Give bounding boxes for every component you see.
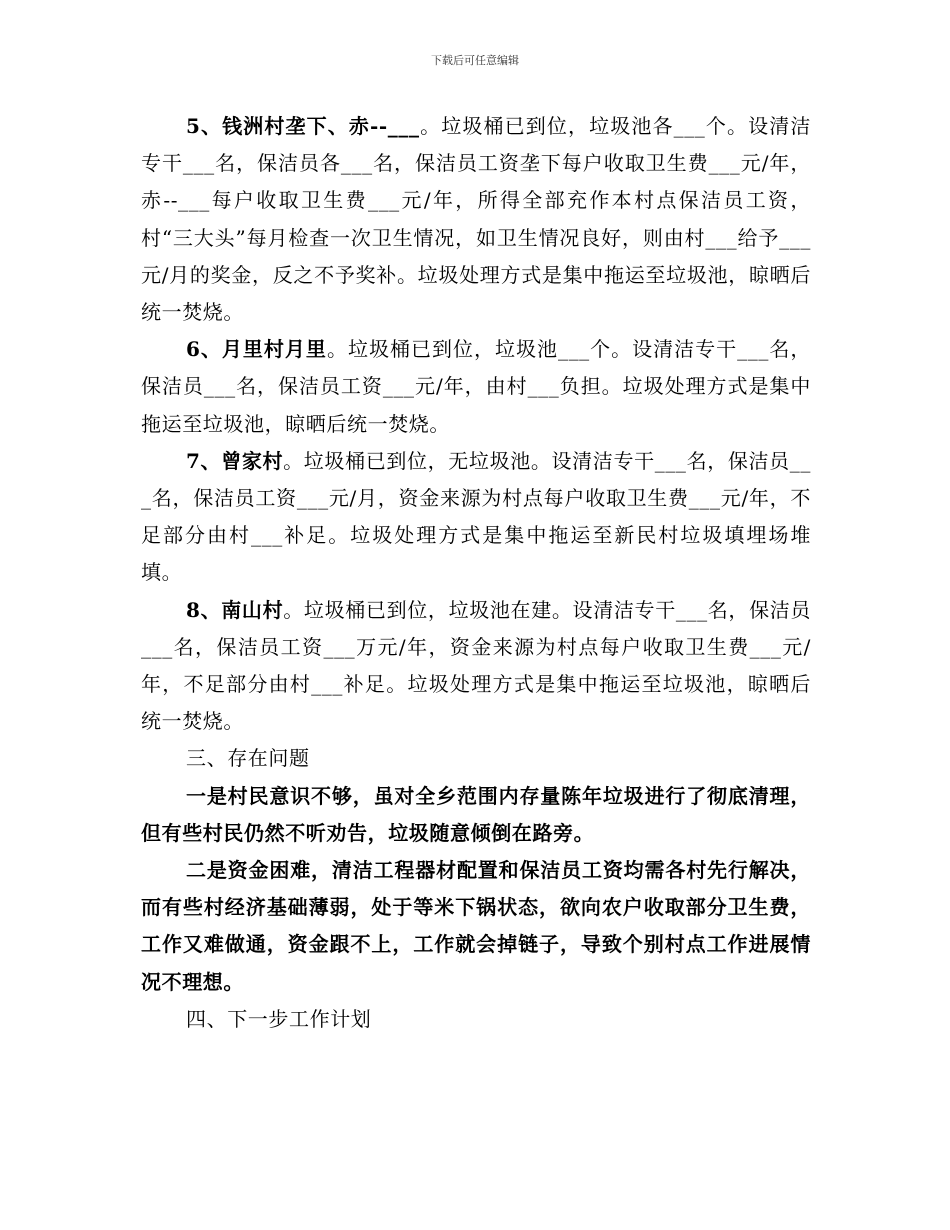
problem-point-1: 一是村民意识不够，虽对全乡范围内存量陈年垃圾进行了彻底清理，但有些村民仍然不听劝告，垃圾随意倾倒在路旁。 bbox=[141, 783, 811, 845]
paragraph-lead: 8、南山村 bbox=[186, 597, 284, 622]
paragraph-text: 。垃圾桶已到位，垃圾池各___个。设清洁专干___名，保洁员各___名，保洁员工资垄下每户收取卫生费___元/年，赤--___每户收取卫生费___元/年，所得全部充作本村点保洁员工资，村“三大头”每月检查一次卫生情况，如卫生情况良好，则由村___给予___元/月的奖金，反之不予奖补。垃圾处理方式是集中拖运至垃圾池，晾晒后统一焚烧。 bbox=[141, 114, 812, 325]
paragraph-village-5 bbox=[141, 108, 811, 331]
paragraph-text: 。垃圾桶已到位，垃圾池在建。设清洁专干___名，保洁员___名，保洁员工资___万元/年，资金来源为村点每户收取卫生费___元/年，不足部分由村___补足。垃圾处理方式是集中拖运至垃圾池，晾晒后统一焚烧。 bbox=[141, 597, 812, 734]
paragraph-village-7 bbox=[141, 443, 811, 592]
paragraph-lead: 7、曾家村 bbox=[186, 448, 284, 473]
paragraph-lead: 6、月里村月里 bbox=[186, 337, 327, 362]
paragraph-village-8 bbox=[141, 592, 811, 741]
paragraph-text: 。垃圾桶已到位，无垃圾池。设清洁专干___名，保洁员___名，保洁员工资___元/月，资金来源为村点每户收取卫生费___元/年，不足部分由村___补足。垃圾处理方式是集中拖运至新民村垃圾填埋场堆填。 bbox=[141, 448, 811, 585]
paragraph-village-6 bbox=[141, 331, 811, 443]
section-heading-next-steps: 四、下一步工作计划 bbox=[186, 1006, 372, 1031]
problem-point-2: 二是资金困难，清洁工程器材配置和保洁员工资均需各村先行解决，而有些村经济基础薄弱，处于等米下锅状态，欲向农户收取部分卫生费，工作又难做通，资金跟不上，工作就会掉链子，导致个别村点工作进展情况不理想。 bbox=[141, 858, 811, 994]
section-heading-problems: 三、存在问题 bbox=[186, 746, 310, 771]
paragraph-lead: 5、钱洲村垄下、赤--___ bbox=[186, 114, 420, 138]
page-header: 下载后可任意编辑 bbox=[431, 54, 519, 67]
paragraph-text: 。垃圾桶已到位，垃圾池___个。设清洁专干___名，保洁员___名，保洁员工资___元/年，由村___负担。垃圾处理方式是集中拖运至垃圾池，晾晒后统一焚烧。 bbox=[141, 337, 811, 436]
document-body bbox=[141, 108, 811, 1038]
